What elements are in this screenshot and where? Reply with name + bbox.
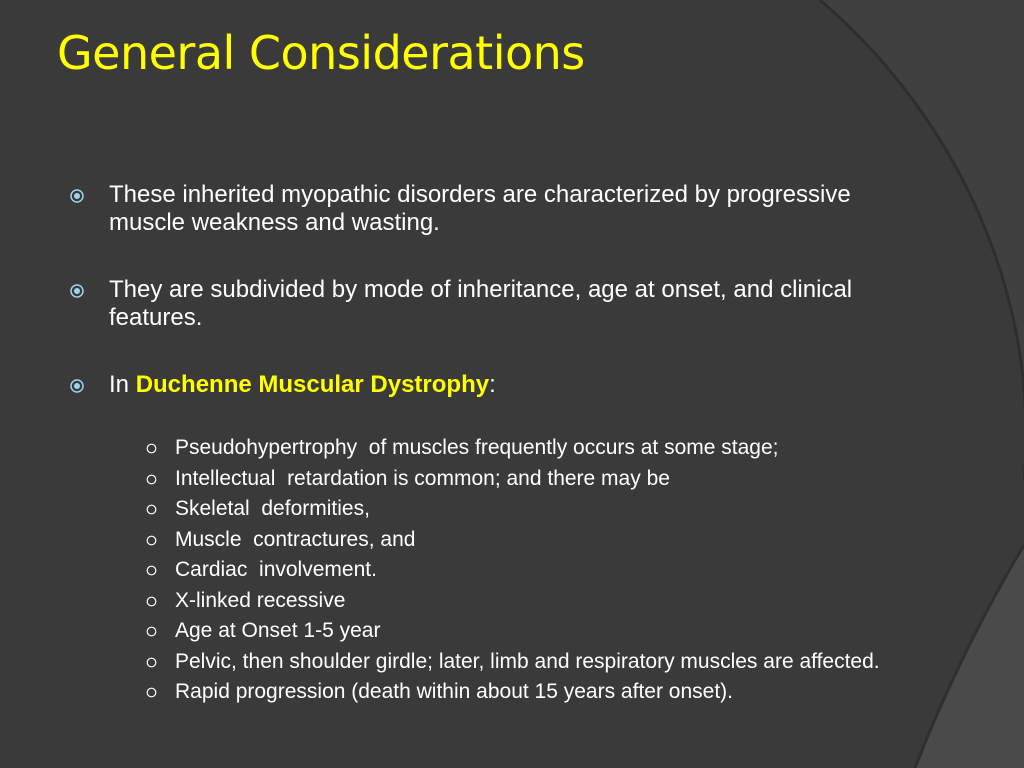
hollow-circle-icon xyxy=(146,626,157,637)
hollow-circle-icon xyxy=(146,657,157,668)
hollow-circle-icon xyxy=(146,443,157,454)
sub-bullet-text: Muscle contractures, and xyxy=(175,527,416,551)
sub-bullet-list xyxy=(144,436,934,711)
bullseye-circle-icon xyxy=(70,379,84,393)
sub-bullet-text: Rapid progression (death within about 15 years after onset). xyxy=(175,680,733,703)
sub-bullet-item xyxy=(144,558,934,582)
sub-bullet-text: X-linked recessive xyxy=(175,588,346,612)
sub-bullet-text: Pseudohypertrophy of muscles frequently occurs at some stage; xyxy=(175,436,779,459)
sub-bullet-item xyxy=(144,680,934,704)
hollow-circle-icon xyxy=(146,565,157,576)
hollow-circle-icon xyxy=(146,596,157,607)
highlight-term: Duchenne Muscular Dystrophy xyxy=(135,371,490,398)
sub-bullet-item xyxy=(144,436,934,460)
bullet-text: These inherited myopathic disorders are characterized by progressive muscle weakness and wasting. xyxy=(109,181,851,236)
bullet-list xyxy=(68,181,908,399)
hollow-circle-icon xyxy=(146,474,157,485)
sub-bullet-text: Pelvic, then shoulder girdle; later, limb and respiratory muscles are affected. xyxy=(175,649,880,673)
sub-bullet-item xyxy=(144,650,934,674)
bullseye-circle-icon xyxy=(70,284,84,298)
sub-bullet-text: Age at Onset 1-5 year xyxy=(175,619,381,642)
bullet-prefix: In xyxy=(109,371,136,398)
bullet-item xyxy=(68,276,908,332)
sub-bullet-text: Intellectual retardation is common; and there may be xyxy=(175,466,670,490)
sub-bullet-item xyxy=(144,497,934,521)
bullseye-circle-icon xyxy=(70,189,84,203)
sub-bullet-text: Skeletal deformities, xyxy=(175,497,370,520)
sub-bullet-item xyxy=(144,528,934,552)
sub-bullet-item xyxy=(144,589,934,613)
sub-bullet-text: Cardiac involvement. xyxy=(175,558,377,581)
bullet-item xyxy=(68,371,908,399)
hollow-circle-icon xyxy=(146,535,157,546)
bullet-suffix: : xyxy=(489,371,496,398)
hollow-circle-icon xyxy=(146,687,157,698)
bullet-item xyxy=(68,181,908,237)
bullet-text: They are subdivided by mode of inheritance, age at onset, and clinical features. xyxy=(109,276,853,331)
hollow-circle-icon xyxy=(146,504,157,515)
slide-title: General Considerations xyxy=(57,26,585,80)
sub-bullet-item xyxy=(144,467,934,491)
sub-bullet-item xyxy=(144,619,934,643)
